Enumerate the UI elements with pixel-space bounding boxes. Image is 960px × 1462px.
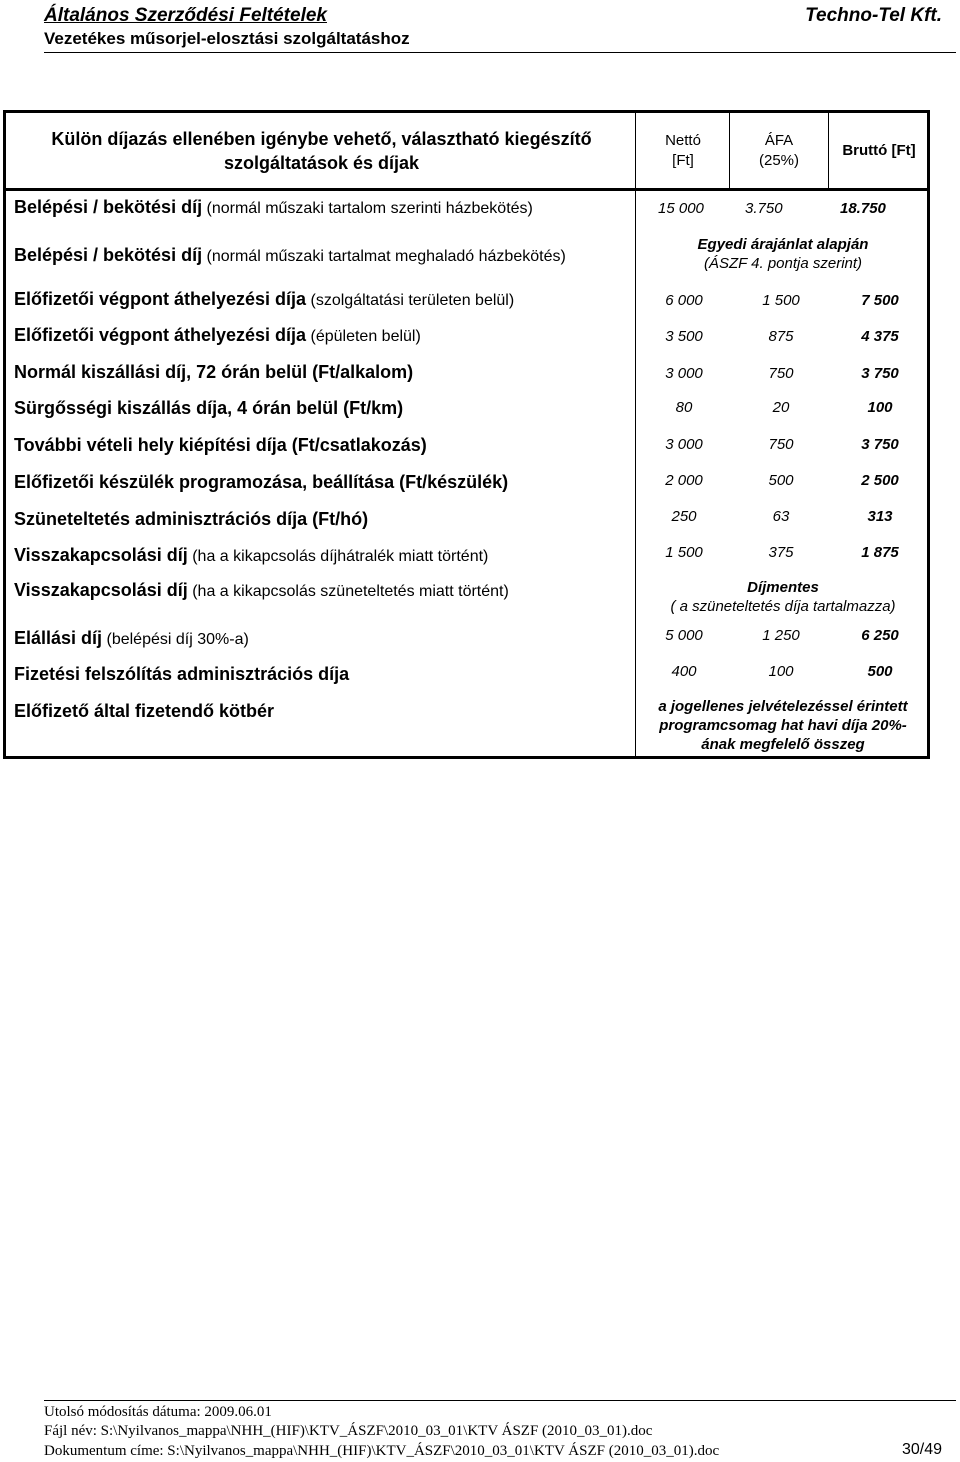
- document-title: Általános Szerződési Feltételek: [44, 5, 327, 26]
- file-name: Fájl név: S:\Nyilvanos_mappa\NHH_(HIF)\KTV_ÁSZF\2010_03_01\KTV ÁSZF (2010_03_01).doc: [44, 1423, 653, 1439]
- header-gross: Bruttó [Ft]: [842, 141, 916, 159]
- net-value: 2 000: [665, 471, 703, 489]
- vat-value: 750: [768, 435, 794, 453]
- document-subtitle: Vezetékes műsorjel-elosztási szolgáltatáshoz: [44, 29, 410, 48]
- header-net: Nettó [Ft]: [665, 131, 701, 169]
- document-title-path: Dokumentum címe: S:\Nyilvanos_mappa\NHH_(HIF)\KTV_ÁSZF\2010_03_01\KTV ÁSZF (2010_03_01).doc: [44, 1443, 720, 1459]
- gross-value: 100: [867, 398, 893, 416]
- gross-value: 2 500: [861, 471, 899, 489]
- net-value: 15 000: [658, 199, 704, 217]
- net-value: 250: [671, 507, 697, 525]
- column-divider: [729, 113, 730, 189]
- vat-value: 3.750: [745, 199, 783, 217]
- vat-value: 20: [772, 398, 790, 416]
- table-row: Előfizetői végpont áthelyezési díja (épületen belül): [14, 325, 421, 345]
- header-description: Külön díjazás ellenében igénybe vehető, választható kiegészítő szolgáltatások és díjak: [51, 128, 592, 173]
- gross-value: 3 750: [861, 364, 899, 382]
- column-divider: [828, 113, 829, 189]
- table-row: További vételi hely kiépítési díja (Ft/csatlakozás): [14, 435, 427, 455]
- net-value: 1 500: [665, 543, 703, 561]
- vat-value: 875: [768, 327, 794, 345]
- table-row: Normál kiszállási díj, 72 órán belül (Ft/alkalom): [14, 362, 414, 382]
- company-name: Techno-Tel Kft.: [805, 5, 942, 26]
- net-value: 5 000: [665, 626, 703, 644]
- table-row: Előfizetői készülék programozása, beállítása (Ft/készülék): [14, 472, 509, 492]
- gross-value: 313: [867, 507, 893, 525]
- table-row: Belépési / bekötési díj (normál műszaki tartalmat meghaladó házbekötés): [14, 245, 566, 265]
- table-row: Előfizetői végpont áthelyezési díja (szolgáltatási területen belül): [14, 289, 515, 309]
- net-value: 3 000: [665, 364, 703, 382]
- header-divider: [44, 52, 956, 53]
- vat-value: 375: [768, 543, 794, 561]
- vat-value: 500: [768, 471, 794, 489]
- last-modified: Utolsó módosítás dátuma: 2009.06.01: [44, 1404, 272, 1420]
- net-value: 6 000: [665, 291, 703, 309]
- price-note: Díjmentes ( a szüneteltetés díja tartalmazza): [670, 579, 896, 615]
- gross-value: 500: [867, 662, 893, 680]
- header-row-divider: [6, 188, 927, 191]
- vat-value: 100: [768, 662, 794, 680]
- page-number: 30/49: [901, 1441, 942, 1458]
- table-row: Visszakapcsolási díj (ha a kikapcsolás díjhátralék miatt történt): [14, 545, 489, 565]
- table-row: Belépési / bekötési díj (normál műszaki tartalom szerinti házbekötés): [14, 197, 533, 217]
- gross-value: 1 875: [861, 543, 899, 561]
- price-note: Egyedi árajánlat alapján (ÁSZF 4. pontja szerint): [697, 236, 869, 272]
- table-row: Sürgősségi kiszállás díja, 4 órán belül (Ft/km): [14, 398, 404, 418]
- gross-value: 18.750: [840, 199, 886, 217]
- gross-value: 4 375: [861, 327, 899, 345]
- gross-value: 7 500: [861, 291, 899, 309]
- price-note: a jogellenes jelvételezéssel érintett programcsomag hat havi díja 20%-ának megfelelő összeg: [658, 697, 908, 753]
- vat-value: 1 250: [762, 626, 800, 644]
- table-row: Fizetési felszólítás adminisztrációs díja: [14, 664, 350, 684]
- gross-value: 3 750: [861, 435, 899, 453]
- vat-value: 1 500: [762, 291, 800, 309]
- column-divider: [635, 113, 636, 756]
- net-value: 80: [675, 398, 693, 416]
- page-header: [44, 4, 410, 50]
- header-vat: ÁFA (25%): [758, 131, 799, 169]
- gross-value: 6 250: [861, 626, 899, 644]
- net-value: 400: [671, 662, 697, 680]
- table-row: Elállási díj (belépési díj 30%-a): [14, 628, 249, 648]
- vat-value: 63: [772, 507, 790, 525]
- vat-value: 750: [768, 364, 794, 382]
- fee-table: [3, 110, 930, 759]
- net-value: 3 500: [665, 327, 703, 345]
- net-value: 3 000: [665, 435, 703, 453]
- table-row: Előfizető által fizetendő kötbér: [14, 701, 275, 721]
- footer-divider: [44, 1400, 956, 1401]
- table-row: Szüneteltetés adminisztrációs díja (Ft/hó): [14, 509, 369, 529]
- table-row: Visszakapcsolási díj (ha a kikapcsolás szüneteltetés miatt történt): [14, 580, 509, 600]
